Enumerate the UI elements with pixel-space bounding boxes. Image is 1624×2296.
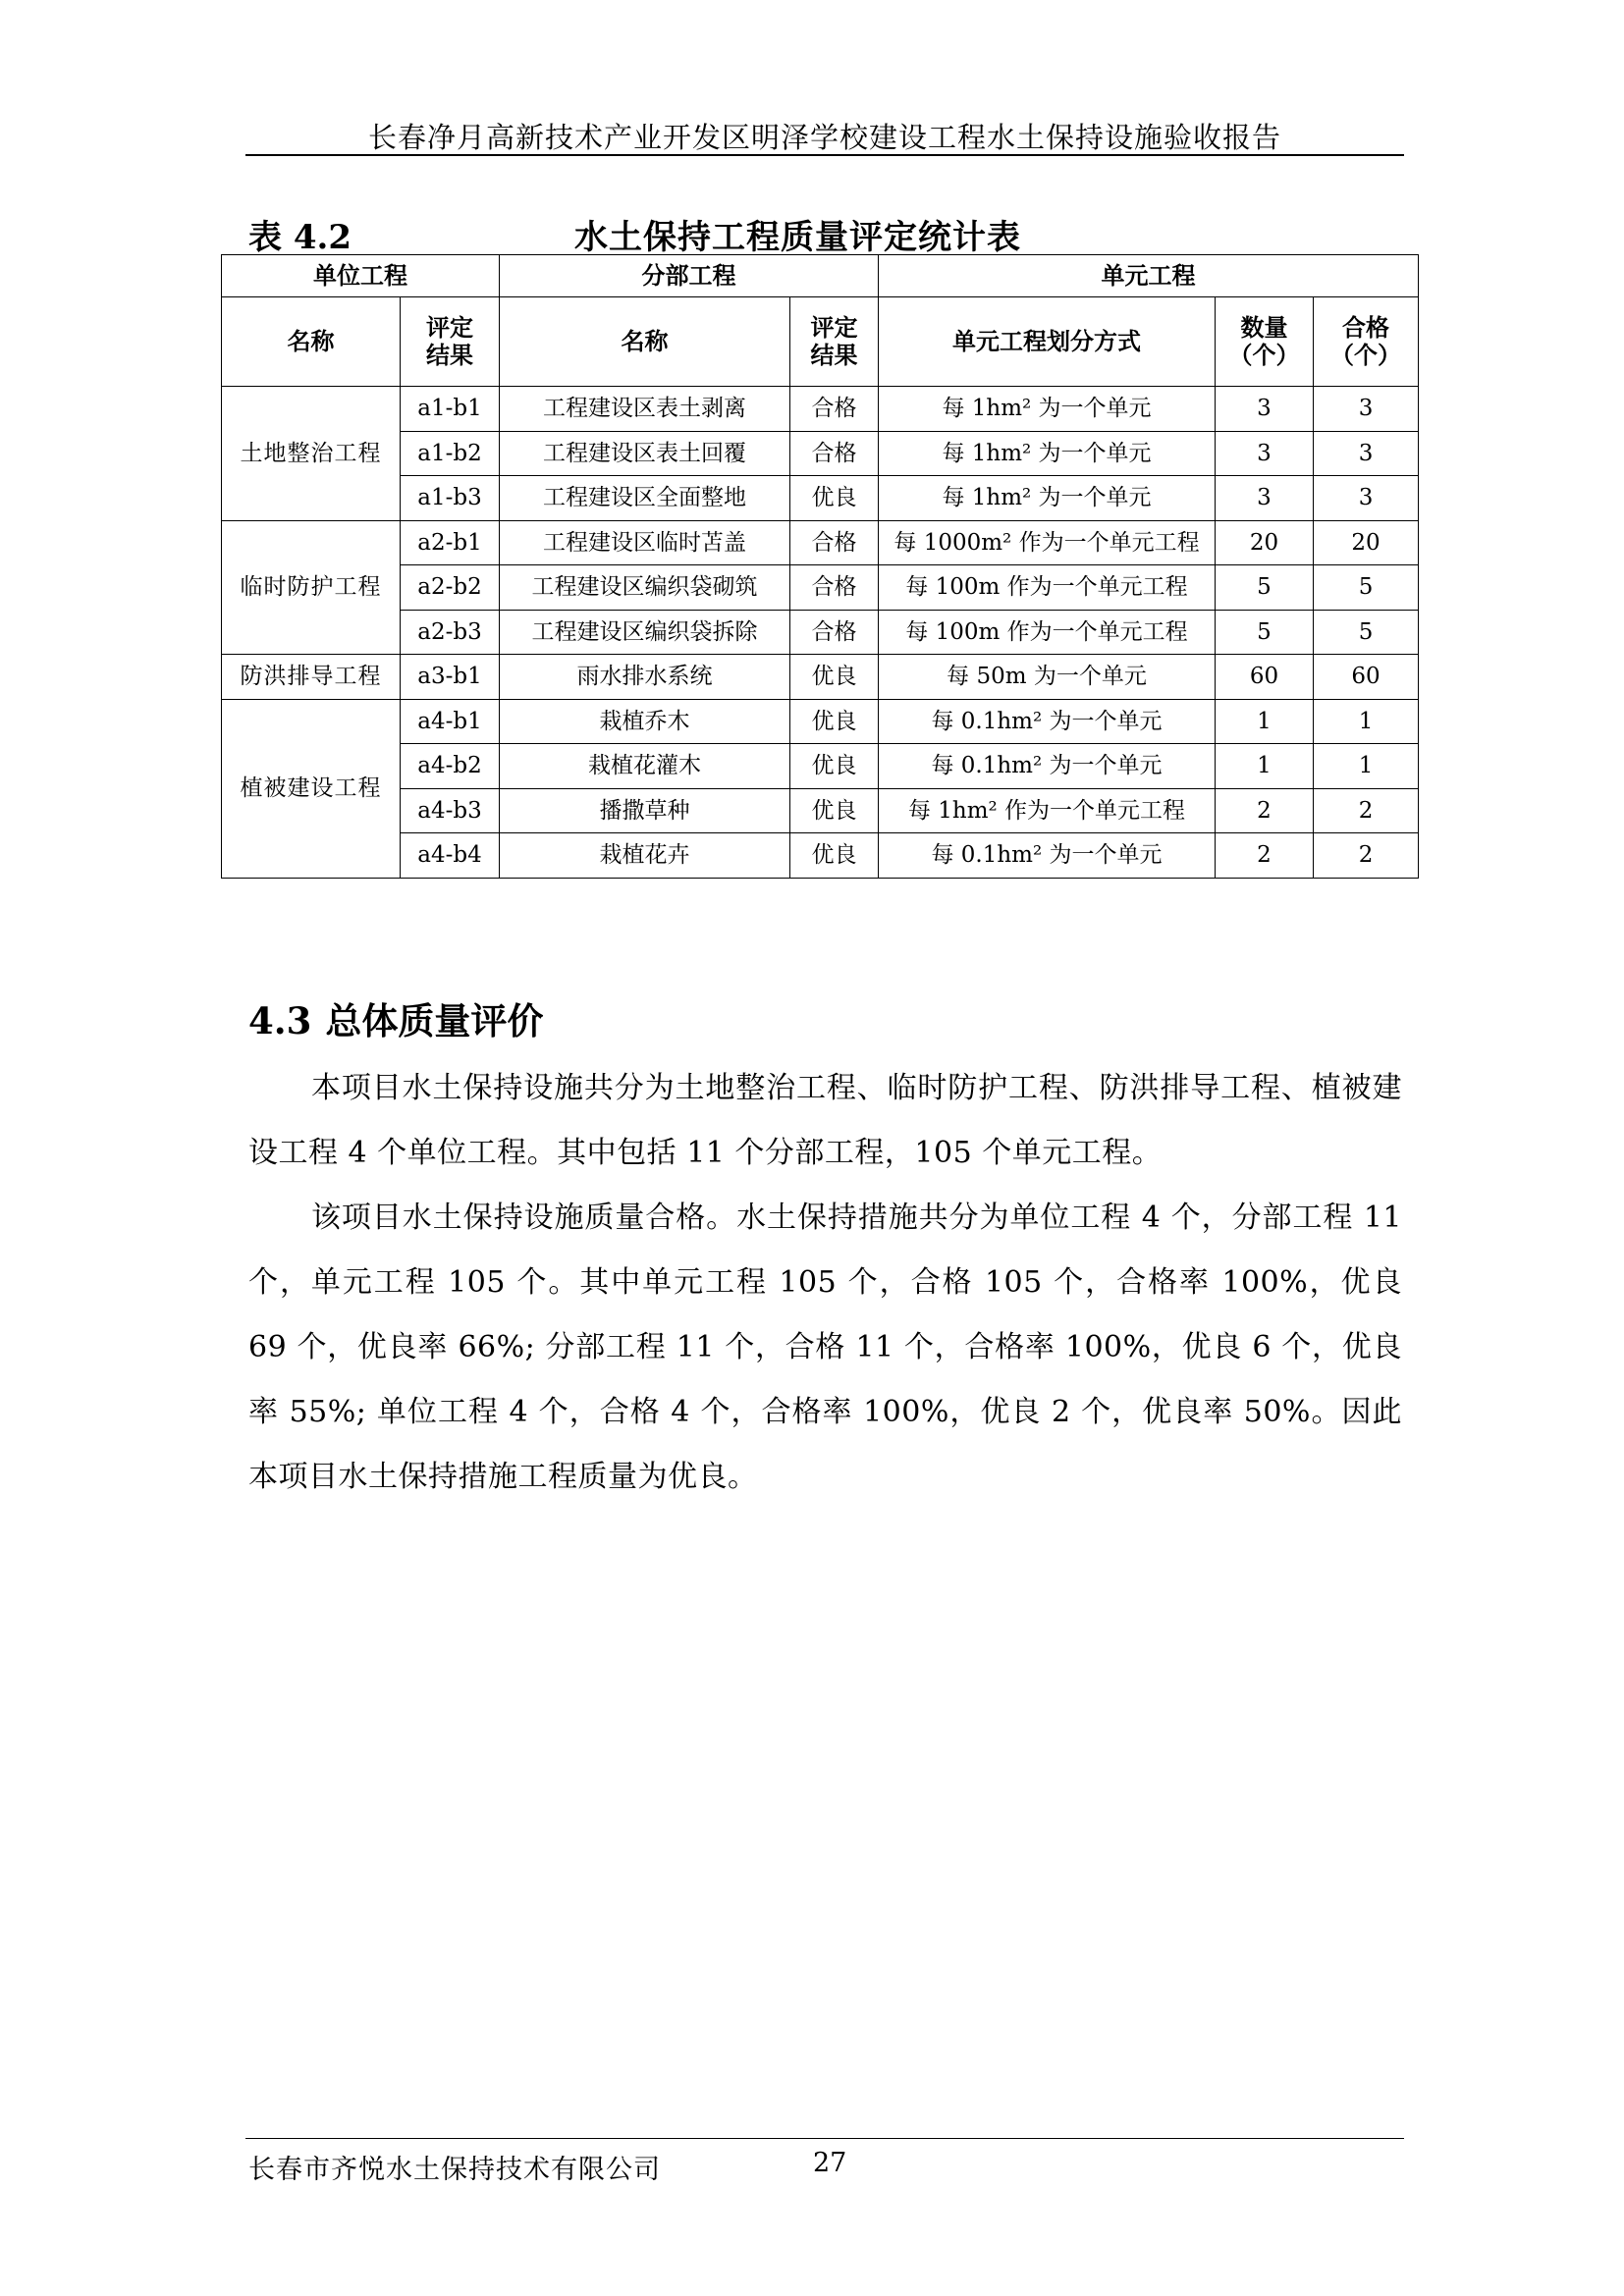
header-unit-project: 单位工程 bbox=[222, 255, 500, 297]
table-row bbox=[222, 476, 1419, 521]
table-row bbox=[222, 788, 1419, 833]
unit-project-name: 土地整治工程 bbox=[222, 387, 401, 521]
division-method: 每 1hm² 作为一个单元工程 bbox=[879, 788, 1216, 833]
header-division-method: 单元工程划分方式 bbox=[879, 297, 1216, 387]
header-count-line1: 数量 bbox=[1240, 313, 1288, 343]
footer-company: 长春市齐悦水土保持技术有限公司 bbox=[248, 2155, 661, 2185]
division-result: 优良 bbox=[790, 788, 879, 833]
division-result: 合格 bbox=[790, 520, 879, 565]
division-result: 优良 bbox=[790, 744, 879, 789]
header-unit-result-line2: 结果 bbox=[426, 341, 473, 369]
element-pass: 1 bbox=[1314, 744, 1419, 789]
division-code: a4-b4 bbox=[401, 833, 500, 879]
division-code: a3-b1 bbox=[401, 655, 500, 700]
division-code: a4-b1 bbox=[401, 699, 500, 744]
table-sub-header-row bbox=[222, 297, 1419, 387]
element-count: 3 bbox=[1216, 431, 1314, 476]
element-count: 5 bbox=[1216, 610, 1314, 655]
table-row bbox=[222, 610, 1419, 655]
header-count-line2: （个） bbox=[1228, 341, 1300, 369]
table-row bbox=[222, 833, 1419, 879]
element-pass: 1 bbox=[1314, 699, 1419, 744]
header-division-project: 分部工程 bbox=[500, 255, 879, 297]
body-paragraph: 本项目水土保持设施共分为土地整治工程、临时防护工程、防洪排导工程、植被建设工程 4 个单位工程。其中包括 11 个分部工程，105 个单元工程。 bbox=[248, 1071, 1402, 1170]
header-unit-result-line1: 评定 bbox=[426, 313, 473, 343]
element-count: 2 bbox=[1216, 833, 1314, 879]
header-rule bbox=[245, 154, 1404, 156]
element-pass: 3 bbox=[1314, 476, 1419, 521]
division-name: 雨水排水系统 bbox=[500, 655, 790, 700]
element-pass: 2 bbox=[1314, 833, 1419, 879]
division-method: 每 100m 作为一个单元工程 bbox=[879, 565, 1216, 611]
division-name: 栽植乔木 bbox=[500, 699, 790, 744]
division-name: 栽植花灌木 bbox=[500, 744, 790, 789]
element-pass: 60 bbox=[1314, 655, 1419, 700]
table-row bbox=[222, 431, 1419, 476]
division-method: 每 100m 作为一个单元工程 bbox=[879, 610, 1216, 655]
header-pass-line1: 合格 bbox=[1342, 313, 1389, 343]
division-result: 合格 bbox=[790, 431, 879, 476]
table-row bbox=[222, 387, 1419, 432]
header-division-result-line1: 评定 bbox=[810, 313, 858, 343]
element-count: 2 bbox=[1216, 788, 1314, 833]
page-header-title: 长春净月高新技术产业开发区明泽学校建设工程水土保持设施验收报告 bbox=[367, 121, 1281, 154]
division-name: 工程建设区临时苫盖 bbox=[500, 520, 790, 565]
element-count: 5 bbox=[1216, 565, 1314, 611]
page-number: 27 bbox=[813, 2148, 847, 2178]
unit-project-name: 植被建设工程 bbox=[222, 699, 401, 878]
division-name: 工程建设区表土剥离 bbox=[500, 387, 790, 432]
footer-rule bbox=[245, 2138, 1404, 2139]
table-row bbox=[222, 520, 1419, 565]
header-count bbox=[1216, 297, 1314, 387]
division-method: 每 0.1hm² 为一个单元 bbox=[879, 744, 1216, 789]
section-heading bbox=[248, 991, 543, 1044]
division-code: a4-b2 bbox=[401, 744, 500, 789]
division-name: 播撒草种 bbox=[500, 788, 790, 833]
division-result: 优良 bbox=[790, 476, 879, 521]
division-result: 优良 bbox=[790, 655, 879, 700]
division-code: a4-b3 bbox=[401, 788, 500, 833]
table-group-header-row bbox=[222, 255, 1419, 297]
header-pass bbox=[1314, 297, 1419, 387]
division-result: 合格 bbox=[790, 387, 879, 432]
division-method: 每 1hm² 为一个单元 bbox=[879, 387, 1216, 432]
element-pass: 20 bbox=[1314, 520, 1419, 565]
element-pass: 3 bbox=[1314, 387, 1419, 432]
body-paragraph: 该项目水土保持设施质量合格。水土保持措施共分为单位工程 4 个，分部工程 11 个，单元工程 105 个。其中单元工程 105 个，合格 105 个，合格率 100%，优良 69 个，优良率 66%; 分部工程 11 个，合格 11 个，合格率 100%，优良 6 个，优良率 55%; 单位工程 4 个，合格 4 个，合格率 100%，优良 2 个，优良率 50%。因此本项目水土保持措施工程质量为优良。 bbox=[248, 1201, 1402, 1494]
division-code: a2-b1 bbox=[401, 520, 500, 565]
unit-project-name: 防洪排导工程 bbox=[222, 655, 401, 700]
quality-evaluation-table bbox=[221, 254, 1419, 879]
division-method: 每 1000m² 作为一个单元工程 bbox=[879, 520, 1216, 565]
division-result: 优良 bbox=[790, 699, 879, 744]
division-name: 工程建设区表土回覆 bbox=[500, 431, 790, 476]
table-row bbox=[222, 744, 1419, 789]
section-number: 4.3 bbox=[248, 999, 312, 1042]
element-pass: 5 bbox=[1314, 565, 1419, 611]
element-count: 3 bbox=[1216, 387, 1314, 432]
division-method: 每 1hm² 为一个单元 bbox=[879, 476, 1216, 521]
section-title: 总体质量评价 bbox=[325, 999, 544, 1042]
unit-project-name: 临时防护工程 bbox=[222, 520, 401, 655]
division-code: a1-b1 bbox=[401, 387, 500, 432]
header-division-result-line2: 结果 bbox=[810, 341, 858, 369]
element-count: 3 bbox=[1216, 476, 1314, 521]
table-caption-number: 表 4.2 bbox=[248, 218, 352, 257]
table-row bbox=[222, 699, 1419, 744]
header-element-project: 单元工程 bbox=[879, 255, 1419, 297]
table-caption-title: 水土保持工程质量评定统计表 bbox=[574, 218, 1021, 257]
division-method: 每 1hm² 为一个单元 bbox=[879, 431, 1216, 476]
division-name: 工程建设区编织袋砌筑 bbox=[500, 565, 790, 611]
division-result: 合格 bbox=[790, 610, 879, 655]
header-unit-result bbox=[401, 297, 500, 387]
division-code: a1-b3 bbox=[401, 476, 500, 521]
element-count: 60 bbox=[1216, 655, 1314, 700]
division-method: 每 0.1hm² 为一个单元 bbox=[879, 833, 1216, 879]
header-division-name: 名称 bbox=[500, 297, 790, 387]
division-name: 工程建设区编织袋拆除 bbox=[500, 610, 790, 655]
division-code: a2-b2 bbox=[401, 565, 500, 611]
header-pass-line2: （个） bbox=[1330, 341, 1401, 369]
element-count: 20 bbox=[1216, 520, 1314, 565]
header-division-result bbox=[790, 297, 879, 387]
table-row bbox=[222, 655, 1419, 700]
element-pass: 2 bbox=[1314, 788, 1419, 833]
header-unit-name: 名称 bbox=[222, 297, 401, 387]
element-pass: 3 bbox=[1314, 431, 1419, 476]
division-method: 每 50m 为一个单元 bbox=[879, 655, 1216, 700]
division-name: 栽植花卉 bbox=[500, 833, 790, 879]
element-count: 1 bbox=[1216, 744, 1314, 789]
division-result: 优良 bbox=[790, 833, 879, 879]
division-code: a1-b2 bbox=[401, 431, 500, 476]
table-row bbox=[222, 565, 1419, 611]
element-count: 1 bbox=[1216, 699, 1314, 744]
element-pass: 5 bbox=[1314, 610, 1419, 655]
division-result: 合格 bbox=[790, 565, 879, 611]
division-name: 工程建设区全面整地 bbox=[500, 476, 790, 521]
division-code: a2-b3 bbox=[401, 610, 500, 655]
division-method: 每 0.1hm² 为一个单元 bbox=[879, 699, 1216, 744]
